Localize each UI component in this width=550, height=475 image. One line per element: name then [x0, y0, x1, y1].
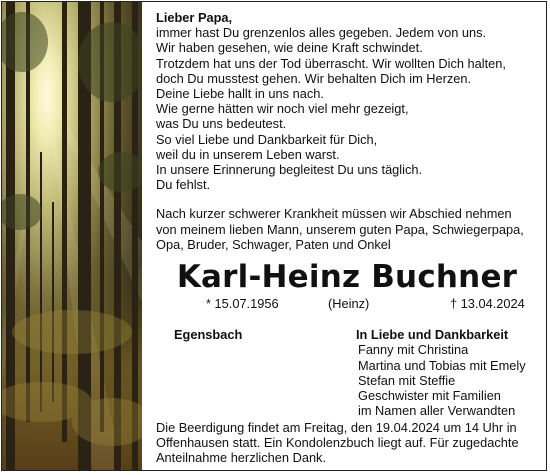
- mourners-place: Egensbach: [174, 327, 243, 343]
- poem-line: Wie gerne hätten wir noch viel mehr gezeigt,: [156, 101, 409, 117]
- deceased-name: Karl-Heinz Buchner: [176, 259, 518, 296]
- poem-line: weil du in unserem Leben warst.: [156, 146, 340, 162]
- mourners: [156, 327, 538, 418]
- poem-line: was Du uns bedeutest.: [156, 116, 287, 132]
- death-date: † 13.04.2024: [450, 296, 525, 312]
- birth-date: * 15.07.1956: [206, 296, 279, 312]
- poem-line: doch Du musstest gehen. Wir behalten Dich im Herzen.: [156, 70, 472, 86]
- poem-line: Du fehlst.: [156, 177, 211, 193]
- nickname: (Heinz): [328, 296, 370, 312]
- poem-line: Trotzdem hat uns der Tod überrascht. Wir wollten Dich halten,: [156, 55, 506, 71]
- mourners-list: [356, 327, 538, 418]
- poem: [156, 10, 538, 192]
- funeral-info: Die Beerdigung findet am Freitag, den 19.04.2024 um 14 Uhr in Offenhausen statt. Ein Kondolenzbuch liegt auf. Für zugedachte Anteilnahme herzlichen Dank.: [156, 420, 519, 466]
- mourners-heading: In Liebe und Dankbarkeit: [356, 327, 509, 343]
- poem-title: Lieber Papa,: [156, 10, 233, 25]
- poem-line: Wir haben gesehen, wie deine Kraft schwindet.: [156, 40, 423, 56]
- mourners-names: Fanny mit Christina Martina und Tobias mit Emely Stefan mit Steffie Geschwister mit Familien im Namen aller Verwandten: [358, 342, 526, 419]
- forest-photo: [2, 2, 142, 470]
- notice-text: [156, 10, 538, 418]
- poem-line: Deine Liebe hallt in uns nach.: [156, 86, 324, 102]
- poem-line: In unsere Erinnerung begleitest Du uns täglich.: [156, 162, 423, 178]
- poem-line: immer hast Du grenzenlos alles gegeben. Jedem von uns.: [156, 25, 487, 41]
- obituary-notice: [1, 1, 547, 471]
- poem-line: So viel Liebe und Dankbarkeit für Dich,: [156, 131, 378, 147]
- intro-text: Nach kurzer schwerer Krankheit müssen wir Abschied nehmen von meinem lieben Mann, unserem guten Papa, Schwiegerpapa, Opa, Bruder, Schwager, Paten und Onkel: [156, 206, 524, 252]
- life-dates: [156, 296, 538, 311]
